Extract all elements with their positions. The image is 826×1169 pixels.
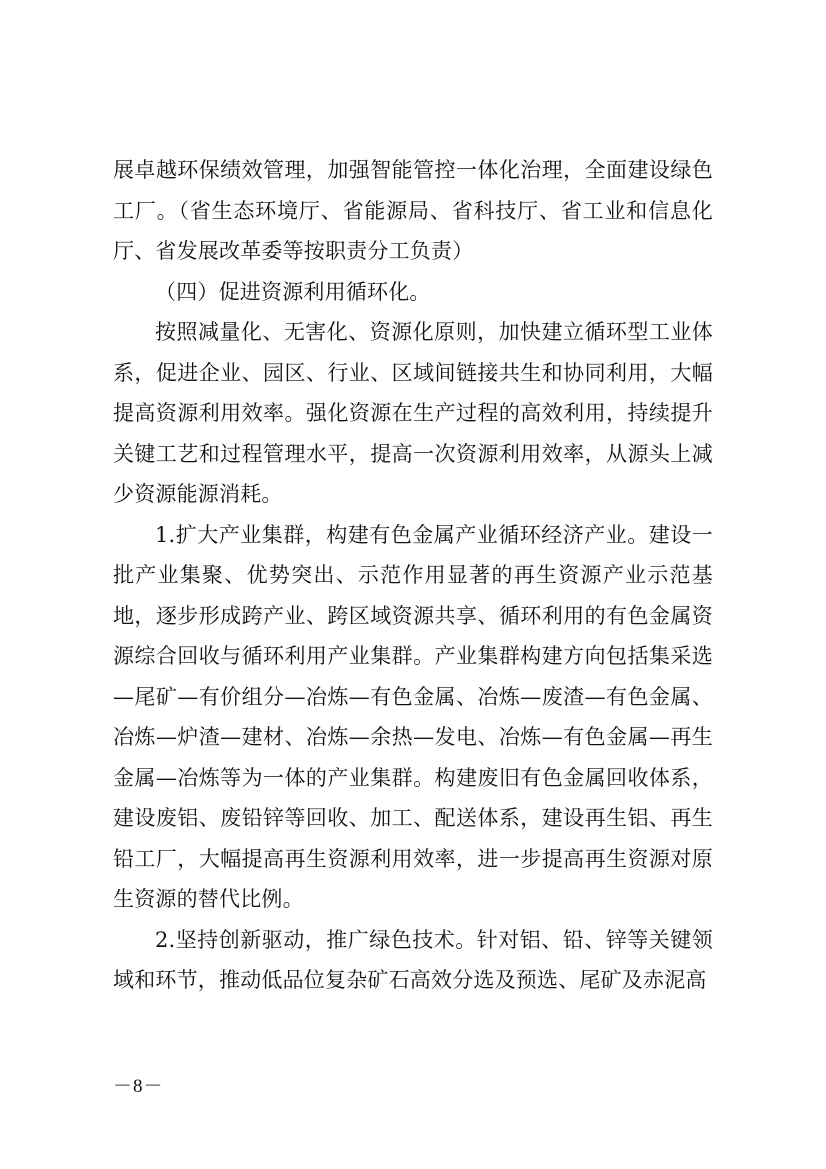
- paragraph-continuation: 展卓越环保绩效管理，加强智能管控一体化治理，全面建设绿色工厂。（省生态环境厅、省能源局、省科技厅、省工业和信息化厅、省发展改革委等按职责分工负责）: [113, 158, 713, 263]
- page-number: －8－: [113, 1076, 164, 1097]
- section-heading: （四）促进资源利用循环化。: [155, 279, 431, 304]
- paragraph-industry-cluster: 1.扩大产业集群，构建有色金属产业循环经济产业。建设一批产业集聚、优势突出、示范作用显著的再生资源产业示范基地，逐步形成跨产业、跨区域资源共享、循环利用的有色金属资源综合回收与循环利用产业集群。产业集群构建方向包括集采选—尾矿—有价组分—冶炼—有色金属、冶炼—废渣—有色金属、冶炼—炉渣—建材、冶炼—余热—发电、冶炼—有色金属—再生金属—冶炼等为一体的产业集群。构建废旧有色金属回收体系，建设废铝、废铅锌等回收、加工、配送体系，建设再生铝、再生铅工厂，大幅提高再生资源利用效率，进一步提高再生资源对原生资源的替代比例。: [113, 522, 713, 911]
- paragraph-innovation: 2.坚持创新驱动，推广绿色技术。针对铝、铅、锌等关键领域和环节，推动低品位复杂矿石高效分选及预选、尾矿及赤泥高: [113, 927, 713, 992]
- paragraph-recycling-principles: 按照减量化、无害化、资源化原则，加快建立循环型工业体系，促进企业、园区、行业、区域间链接共生和协同利用，大幅提高资源利用效率。强化资源在生产过程的高效利用，持续提升关键工艺和过程管理水平，提高一次资源利用效率，从源头上减少资源能源消耗。: [113, 320, 713, 506]
- document-body: [113, 150, 713, 1001]
